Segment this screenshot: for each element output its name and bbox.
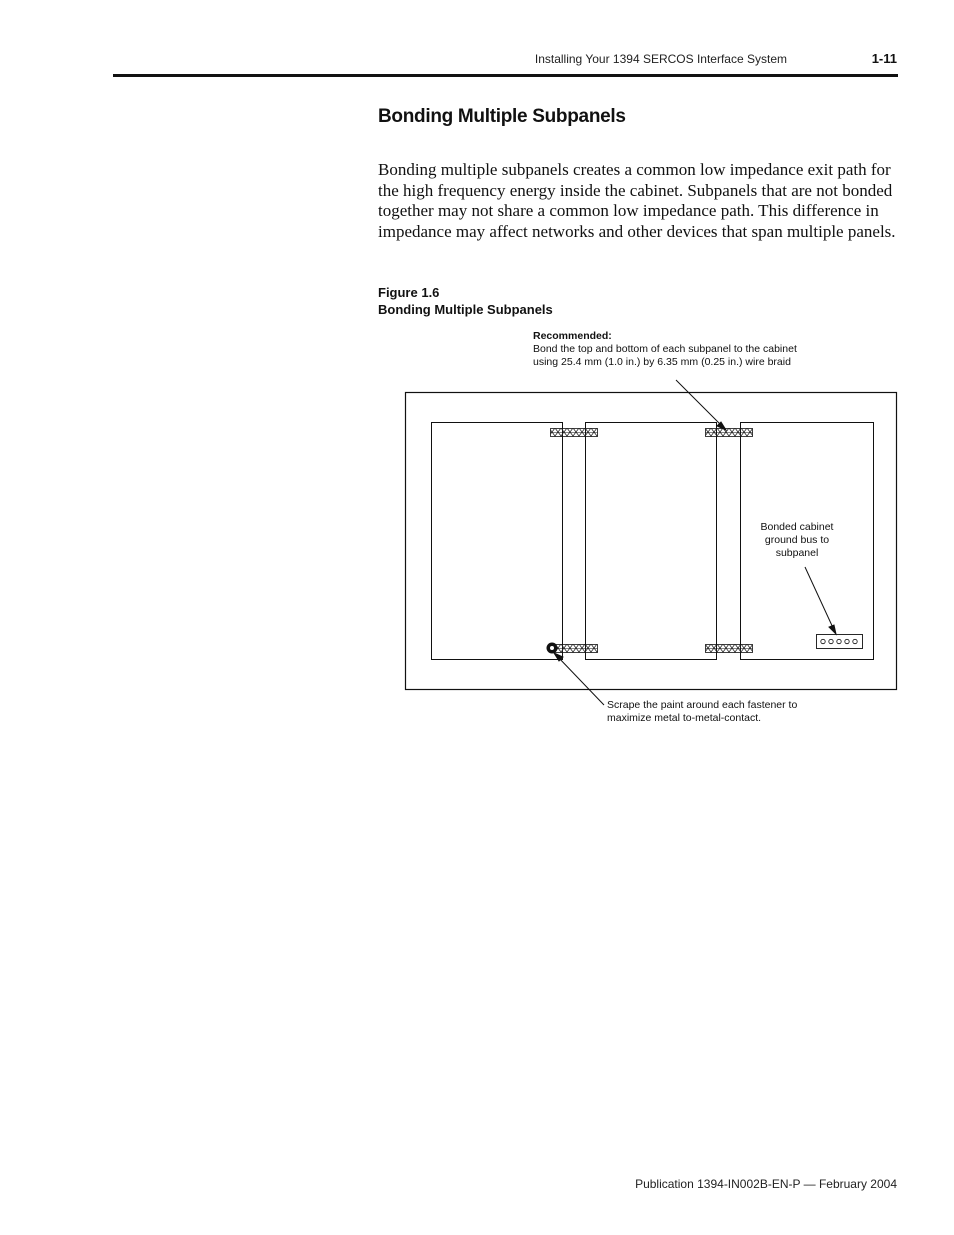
leader-scrape	[554, 653, 604, 705]
body-paragraph: Bonding multiple subpanels creates a common low impedance exit path for the high frequency energy inside the cabinet. Subpanels that are not bonded together may not share a common low impedance path. This difference in impedance may affect networks and other devices that span multiple panels.	[378, 160, 896, 241]
braid-strap-top-left	[551, 429, 598, 437]
callout-scrape-line1: Scrape the paint around each fastener to	[607, 699, 798, 711]
callout-scrape-line2: maximize metal to-metal-contact.	[607, 712, 762, 724]
ground-bus-icon	[817, 635, 863, 649]
callout-scrape	[607, 699, 797, 725]
callout-recommended-line1: Bond the top and bottom of each subpanel to the cabinet	[533, 343, 797, 355]
braid-strap-bottom-left	[551, 645, 598, 653]
page-number: 1-11	[871, 51, 897, 66]
figure-number: Figure 1.6	[378, 285, 440, 300]
callout-recommended-line2: using 25.4 mm (1.0 in.) by 6.35 mm (0.25 in.) wire braid	[533, 356, 791, 368]
callout-ground-bus: Bonded cabinet ground bus to subpanel	[760, 521, 834, 559]
footer-publication: Publication 1394-IN002B-EN-P — February 2004	[635, 1177, 897, 1191]
running-header-title: Installing Your 1394 SERCOS Interface System	[534, 52, 787, 66]
subpanel-left	[432, 423, 563, 660]
subpanel-middle	[586, 423, 717, 660]
braid-strap-top-right	[706, 429, 753, 437]
callout-recommended-title: Recommended:	[533, 330, 612, 342]
section-heading: Bonding Multiple Subpanels	[378, 106, 626, 127]
callout-recommended	[533, 330, 797, 369]
braid-strap-bottom-right	[706, 645, 753, 653]
figure-title: Bonding Multiple Subpanels	[378, 302, 553, 317]
